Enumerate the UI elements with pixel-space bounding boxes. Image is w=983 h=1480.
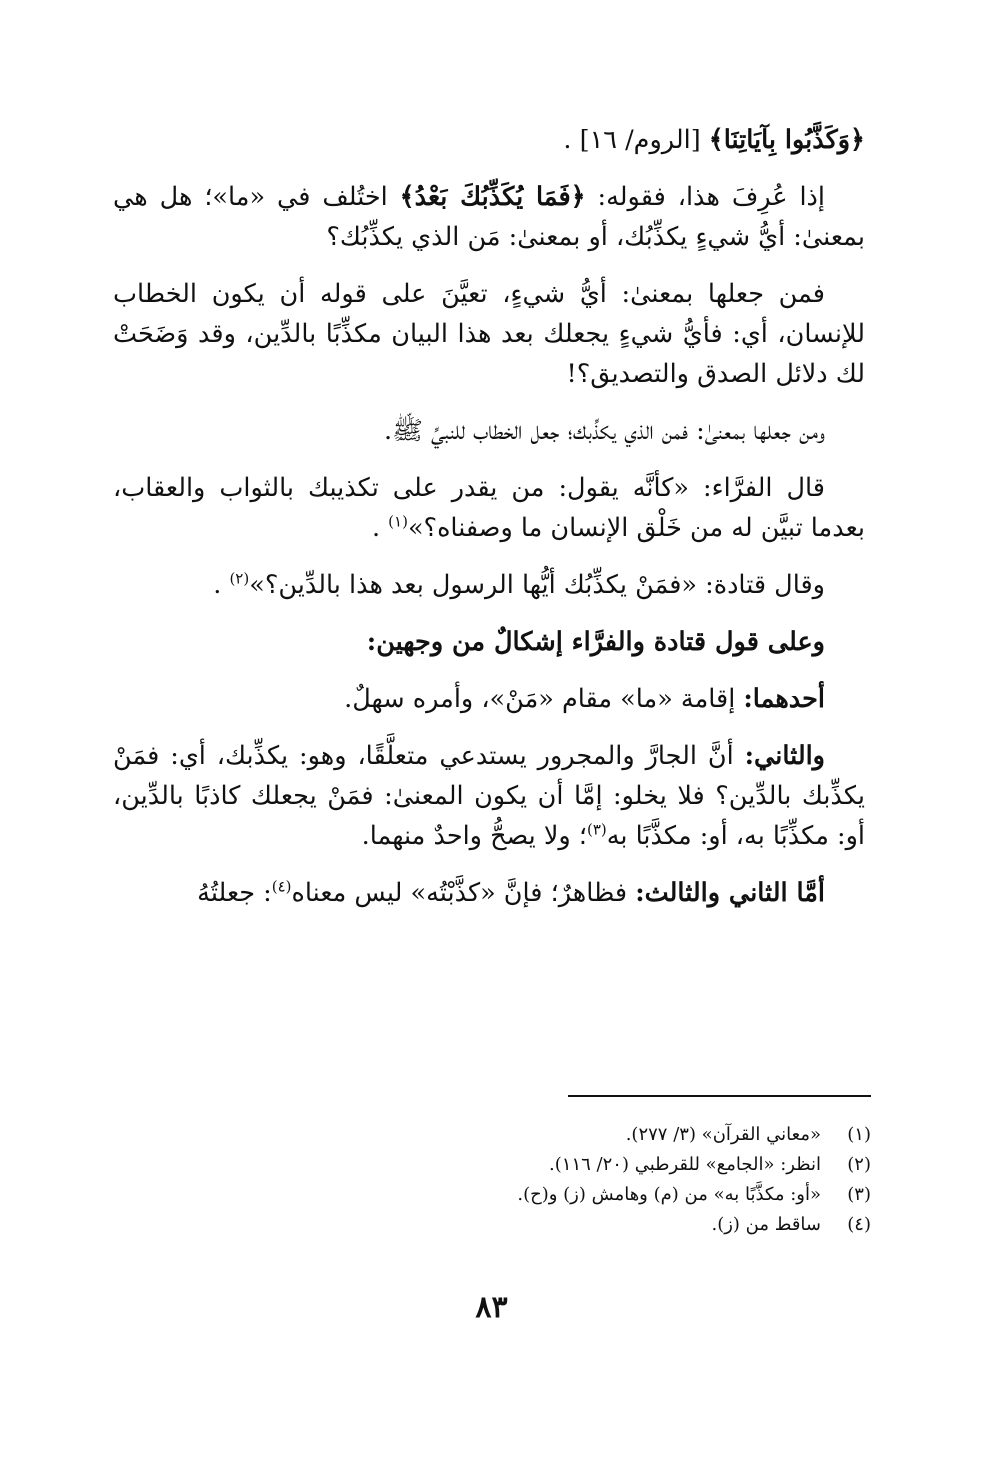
footnote-ref-3: (٣)	[586, 820, 607, 839]
paragraph-8	[113, 679, 865, 719]
footnote-number: (١)	[847, 1124, 871, 1145]
footnote-ref-4: (٤)	[271, 877, 292, 896]
footnote-3	[271, 1180, 871, 1210]
paragraph-9	[113, 736, 865, 856]
quran-verse: ﴿فَمَا يُكَذِّبُكَ بَعْدُ﴾	[399, 182, 586, 212]
paragraph-1	[113, 120, 865, 160]
qatada-quote: وقال قتادة: «فمَنْ يكذِّبُك أيُّها الرسول بعد هذا بالدِّين؟»	[249, 570, 825, 600]
paragraph-10-text-a: فظاهرٌ؛ فإنَّ «كذَّبْتُه» ليس معناه	[291, 878, 636, 908]
paragraph-6-end: .	[213, 570, 230, 600]
footnotes	[271, 1120, 871, 1240]
paragraph-2-text-a: إذا عُرِفَ هذا، فقوله:	[585, 182, 825, 212]
footnote-text: ساقط من (ز).	[711, 1214, 821, 1235]
second-aspect-text-b: ؛ ولا يصحُّ واحدٌ منهما.	[361, 821, 587, 851]
footnote-number: (٢)	[847, 1154, 871, 1175]
paragraph-2-text-b: اختُلف في «ما»؛ هل هي بمعنىٰ: أيُّ شيءٍ يكذِّبُك، أو بمعنىٰ: مَن الذي يكذِّبُك؟	[113, 182, 865, 252]
quran-verse: ﴿وَكَذَّبُوا بِآيَاتِنَا﴾	[708, 125, 865, 155]
footnote-ref-2: (٢)	[229, 569, 250, 588]
footnote-2	[271, 1150, 871, 1180]
footnote-separator	[568, 1095, 871, 1097]
paragraph-2	[113, 177, 865, 257]
footnote-text: «أو: مكذَّبًا به» من (م) وهامش (ز) و(ح).	[517, 1184, 821, 1205]
first-aspect-text: إقامة «ما» مقام «مَنْ»، وأمره سهلٌ.	[344, 684, 744, 714]
footnote-4	[271, 1210, 871, 1240]
page-number: ٨٣	[475, 1290, 508, 1325]
footnote-text: «معاني القرآن» (٣/ ٢٧٧).	[625, 1124, 821, 1145]
paragraph-3: فمن جعلها بمعنىٰ: أيُّ شيءٍ، تعيَّنَ على قوله أن يكون الخطاب للإنسان، أي: فأيُّ شيءٍ يجعلك بعد هذا البيان مكذِّبًا بالدِّين، وقد وَضَحَتْ لك دلائل الصدق والتصديق؟!	[113, 279, 865, 389]
paragraph-10	[113, 873, 865, 913]
main-text	[113, 120, 865, 930]
footnote-1	[271, 1120, 871, 1150]
paragraph-5	[113, 468, 865, 548]
footnote-number: (٣)	[847, 1184, 871, 1205]
paragraph-6	[113, 565, 865, 605]
farra-quote: قال الفرَّاء: «كأنَّه يقول: من يقدر على تكذيبك بالثواب والعقاب، بعدما تبيَّن له من خَلْق الإنسان ما وصفناه؟»	[113, 473, 865, 543]
footnote-number: (٤)	[847, 1214, 871, 1235]
first-aspect-label: أحدهما:	[743, 684, 825, 714]
paragraph-10-text-b: : جعلتُهُ	[197, 878, 272, 908]
footnote-text: انظر: «الجامع» للقرطبي (٢٠/ ١١٦).	[549, 1154, 821, 1175]
second-aspect-text-a: أنَّ الجارَّ والمجرور يستدعي متعلَّقًا، وهو: يكذِّبك، أي: فمَنْ يكذِّبك بالدِّين؟ فلا يخلو: إمَّا أن يكون المعنىٰ: فمَنْ يجعلك كاذبًا بالدِّين، أو: مكذِّبًا به، أو: مكذَّبًا به	[113, 741, 865, 851]
paragraph-7: وعلى قول قتادة والفرَّاء إشكالٌ من وجهين:	[366, 627, 825, 657]
footnote-ref-1: (١)	[388, 512, 408, 531]
second-third-label: أمَّا الثاني والثالث:	[635, 878, 825, 908]
verse-reference: [الروم/ ١٦] .	[563, 125, 709, 155]
paragraph-4: ومن جعلها بمعنىٰ: فمن الذي يكذِّبك؛ جعل الخطاب للنبيِّ ﷺ.	[384, 416, 825, 446]
second-aspect-label: والثاني:	[744, 741, 825, 771]
paragraph-5-end: .	[371, 513, 389, 543]
